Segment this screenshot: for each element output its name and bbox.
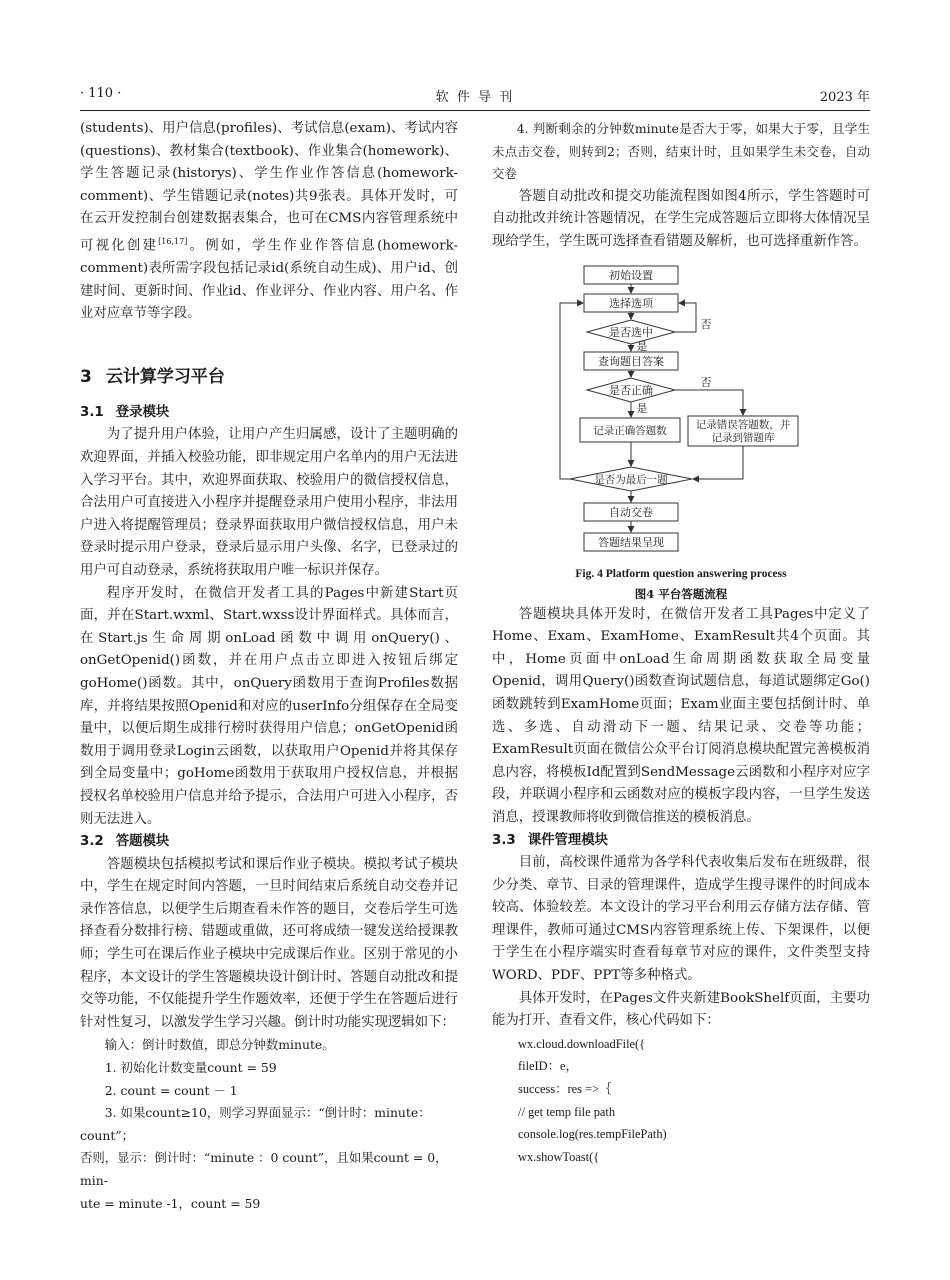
flow-label: 记录错误答题数，并	[695, 418, 791, 431]
code-line: wx.cloud.downloadFile({	[518, 1036, 646, 1051]
subsection-title: 登录模块	[115, 404, 170, 420]
code-block	[492, 1033, 870, 1169]
subsection-number: 3.2	[80, 834, 104, 850]
figure-caption-en: Fig. 4 Platform question answering process	[575, 567, 787, 580]
algorithm-input: 输入：倒计时数值，即总分钟数minute。	[104, 1037, 335, 1053]
flow-label: 是否为最后一题	[594, 473, 668, 486]
flow-label: 记录到错题库	[711, 431, 775, 444]
algorithm-step-4: 4. 判断剩余的分钟数minute是否大于零，如果大于零，且学生未点击交卷，则转到2；否则，结束计时，且如果学生未交卷，自动交卷	[492, 121, 870, 182]
flow-label: 是	[636, 339, 648, 353]
code-line: success：res =>｛	[518, 1082, 612, 1097]
code-line: wx.showToast({	[518, 1149, 600, 1164]
subsection-heading	[80, 831, 458, 854]
subsection-number: 3.3	[492, 832, 516, 848]
flowchart	[492, 262, 870, 564]
subsection-number: 3.1	[80, 404, 104, 420]
paragraph-bookshelf: 具体开发时，在Pages文件夹新建BookShelf页面，主要功能为打开、查看文件，核心代码如下：	[492, 990, 870, 1029]
paragraph-courseware: 目前，高校课件通常为各学科代表收集后发布在班级群，很少分类、章节、目录的管理课件，造成学生搜寻课件的时间成本较高、体验较差。本文设计的学习平台利用云存储方法存储、管理课件，教师可通过CMS内容管理系统上传、下架课件，以便于学生在小程序端实时查看每章节对应的课件，文件类型支持WORD、PDF、PPT等多种格式。	[492, 855, 870, 984]
paragraph-text: (students)、用户信息(profiles)、考试信息(exam)、考试内容(questions)、教材集合(textbook)、作业集合(homework)、学生答题记录(historys)、学生作业作答信息(homework-comment)、学生错题记录(notes)共9张表。具体开发时，可在云开发控制台创建数据表集合，也可在CMS内容管理系统中可视化创建	[80, 121, 458, 254]
paragraph-login-dev: 程序开发时，在微信开发者工具的Pages中新建Start页面，并在Start.wxml、Start.wxss设计界面样式。具体而言，在Start.js生命周期onLoad函数中调用onQuery()、onGetOpenid()函数，并在用户点击立即进入按钮后绑定goHome()函数。其中，onQuery函数用于查询Profiles数据库，并将结果按照Openid和对应的userInfo分组保存在全局变量中，以便后期生成排行榜时获得用户信息；onGetOpenid函数用于调用登录Login云函数，以获取用户Openid并将其保存到全局变量中；goHome函数用于获取用户授权信息，并根据授权名单校验用户信息并给予提示，合法用户可进入小程序，否则无法进入。	[80, 585, 458, 827]
section-title: 云计算学习平台	[105, 366, 225, 387]
algorithm-step-3: 3. 如果count≥10，则学习界面显示：“倒计时：minute：count”；	[80, 1105, 431, 1143]
subsection-title: 答题模块	[115, 834, 170, 850]
flow-label: 是否正确	[609, 383, 653, 397]
flow-label: 选择选项	[609, 296, 653, 310]
paragraph-tables	[80, 118, 458, 326]
algorithm-step-1: 1. 初始化计数变量count = 59	[104, 1060, 277, 1076]
paragraph-login-intro: 为了提升用户体验，让用户产生归属感，设计了主题明确的欢迎界面，并插入校验功能，即非规定用户名单内的用户无法进入学习平台。其中，欢迎界面获取、校验用户的微信授权信息，合法用户可直接进入小程序并提醒登录用户使用小程序，非法用户进入将提醒管理员；登录界面获取用户微信授权信息，用户未登录时提示用户登录，登录后显示用户头像、名字，已登录过的用户可自动登录，系统将获取用户唯一标识并保存。	[80, 427, 458, 578]
subsection-title: 课件管理模块	[527, 832, 609, 848]
figure-caption-cn: 图4 平台答题流程	[634, 586, 728, 601]
flow-label: 是否选中	[609, 325, 653, 339]
algorithm-step-3-end: ute = minute -1，count = 59	[80, 1195, 261, 1211]
section-number: 3	[80, 366, 92, 387]
flowchart-figure	[492, 262, 870, 564]
section-heading	[80, 362, 458, 392]
flow-label: 答题结果呈现	[598, 535, 664, 549]
citation: [16,17]	[158, 236, 188, 246]
page-number: · 110 ·	[80, 86, 122, 101]
code-line: console.log(res.tempFilePath)	[518, 1127, 667, 1142]
flow-label: 记录正确答题数	[593, 424, 667, 437]
flow-label: 是	[636, 401, 648, 415]
running-header	[80, 86, 870, 106]
flow-label: 否	[700, 375, 712, 389]
algorithm-step-3-cont: 否则，显示：倒计时：“minute ：0 count”，且如果count = 0，min-	[80, 1150, 448, 1188]
journal-name: 软 件 导 刊	[435, 90, 515, 105]
publication-year: 2023 年	[819, 90, 870, 105]
header-rule	[80, 110, 870, 111]
paragraph-flow-intro: 答题自动批改和提交功能流程图如图4所示，学生答题时可自动批改并统计答题情况，在学生完成答题后立即将大体情况呈现给学生，学生既可选择查看错题及解析，也可选择重新作答。	[492, 188, 870, 249]
right-column	[492, 118, 870, 1168]
paragraph-answer-module: 答题模块包括模拟考试和课后作业子模块。模拟考试子模块中，学生在规定时间内答题，一旦时间结束后系统自动交卷并记录作答信息，以便学生后期查看未作答的题目，交卷后学生可选择查看分数排行榜、错题或重做，还可将成绩一键发送给授课教师；学生可在课后作业子模块中完成课后作业。区别于常见的小程序，本文设计的学生答题模块设计倒计时、答题自动批改和提交等功能，不仅能提升学生作题效率，还便于学生在答题后进行针对性复习，以激发学生学习兴趣。倒计时功能实现逻辑如下：	[80, 856, 458, 1030]
subsection-heading	[492, 830, 870, 853]
paragraph-text: 。例如，学生作业作答信息(homework-comment)表所需字段包括记录id(系统自动生成)、用户id、创建时间、更新时间、作业id、作业评分、作业内容、用户名、作业对应章节等字段。	[80, 238, 459, 322]
flow-label: 否	[700, 317, 712, 331]
paragraph-answer-dev: 答题模块具体开发时，在微信开发者工具Pages中定义了Home、Exam、ExamHome、ExamResult共4个页面。其中，Home页面中onLoad生命周期函数获取全局变量Openid，调用Query()函数查询试题信息，每道试题绑定Go()函数跳转到ExamHome页面；Exam业面主要包括倒计时、单选、多选、自动滑动下一题、结果记录、交卷等功能；ExamResult页面在微信公众平台订阅消息模块配置完善模板消息内容，将模板Id配置到SendMessage云函数和小程序对应字段，并联调小程序和云函数对应的模板字段内容，一旦学生发送消息，授课教师将收到微信推送的模板消息。	[492, 606, 870, 825]
code-line: fileID：e，	[518, 1059, 578, 1074]
flow-label: 查询题目答案	[598, 354, 664, 368]
left-column	[80, 118, 458, 1215]
flow-label: 自动交卷	[609, 505, 653, 519]
flow-label: 初始设置	[609, 268, 653, 282]
algorithm-step-2: 2. count = count － 1	[104, 1082, 238, 1098]
subsection-heading	[80, 402, 458, 425]
code-line: // get temp file path	[518, 1104, 616, 1119]
